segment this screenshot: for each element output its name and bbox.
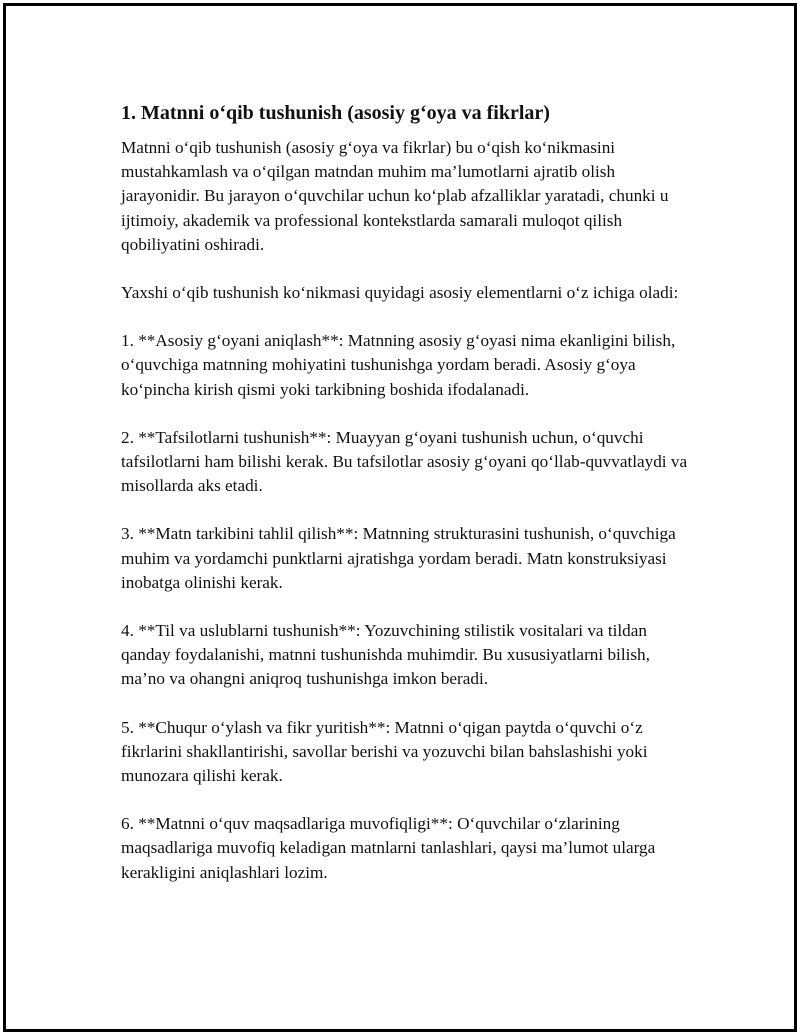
page-frame [3, 3, 797, 1032]
list-item-learning-goals: 6. **Matnni o‘quv maqsadlariga muvofiqligi**: O‘quvchilar o‘zlarining maqsadlariga muvofiq keladigan matnlarni tanlashlari, qaysi ma’lumot ularga kerakligini aniqlashlari lozim. [121, 814, 656, 882]
list-item-main-idea: 1. **Asosiy g‘oyani aniqlash**: Matnning asosiy g‘oyasi nima ekanligini bilish, o‘quvchiga matnning mohiyatini tushunishga yordam beradi. Asosiy g‘oya ko‘pincha kirish qismi yoki tarkibning boshida ifodalanadi. [121, 331, 676, 399]
list-item-critical-thinking: 5. **Chuqur o‘ylash va fikr yuritish**: Matnni o‘qigan paytda o‘quvchi o‘z fikrlarini shakllantirishi, savollar berishi va yozuvchi bilan bahslashishi yoki munozara qilishi kerak. [121, 717, 648, 786]
intro-paragraph: Matnni o‘qib tushunish (asosiy g‘oya va fikrlar) bu o‘qish ko‘nikmasini mustahkamlash va o‘qilgan matndan muhim ma’lumotlarni ajratib olish jarayonidir. Bu jarayon o‘quvchilar uchun ko‘plab afzalliklar yaratadi, chunki u ijtimoiy, akademik va professional kontekstlarda samarali muloqot qilish qobiliyatini oshiradi. [121, 138, 669, 254]
list-item-language-style: 4. **Til va uslublarni tushunish**: Yozuvchining stilistik vositalari va tildan qanday foydalanishi, matnni tushunishda muhimdir. Bu xususiyatlarni bilish, ma’no va ohangni aniqroq tushunishga imkon beradi. [121, 621, 650, 689]
section-heading: 1. Matnni o‘qib tushunish (asosiy g‘oya va fikrlar) [121, 102, 550, 124]
list-item-structure: 3. **Matn tarkibini tahlil qilish**: Matnning strukturasini tushunish, o‘quvchiga muhim va yordamchi punktlarni ajratishga yordam beradi. Matn konstruksiyasi inobatga olinishi kerak. [121, 524, 676, 592]
list-intro-paragraph: Yaxshi o‘qib tushunish ko‘nikmasi quyidagi asosiy elementlarni o‘z ichiga oladi: [121, 283, 679, 303]
document-body [121, 100, 696, 909]
list-item-details: 2. **Tafsilotlarni tushunish**: Muayyan g‘oyani tushunish uchun, o‘quvchi tafsilotlarni ham bilishi kerak. Bu tafsilotlar asosiy g‘oyani qo‘llab-quvvatlaydi va misollarda aks etadi. [121, 427, 688, 496]
